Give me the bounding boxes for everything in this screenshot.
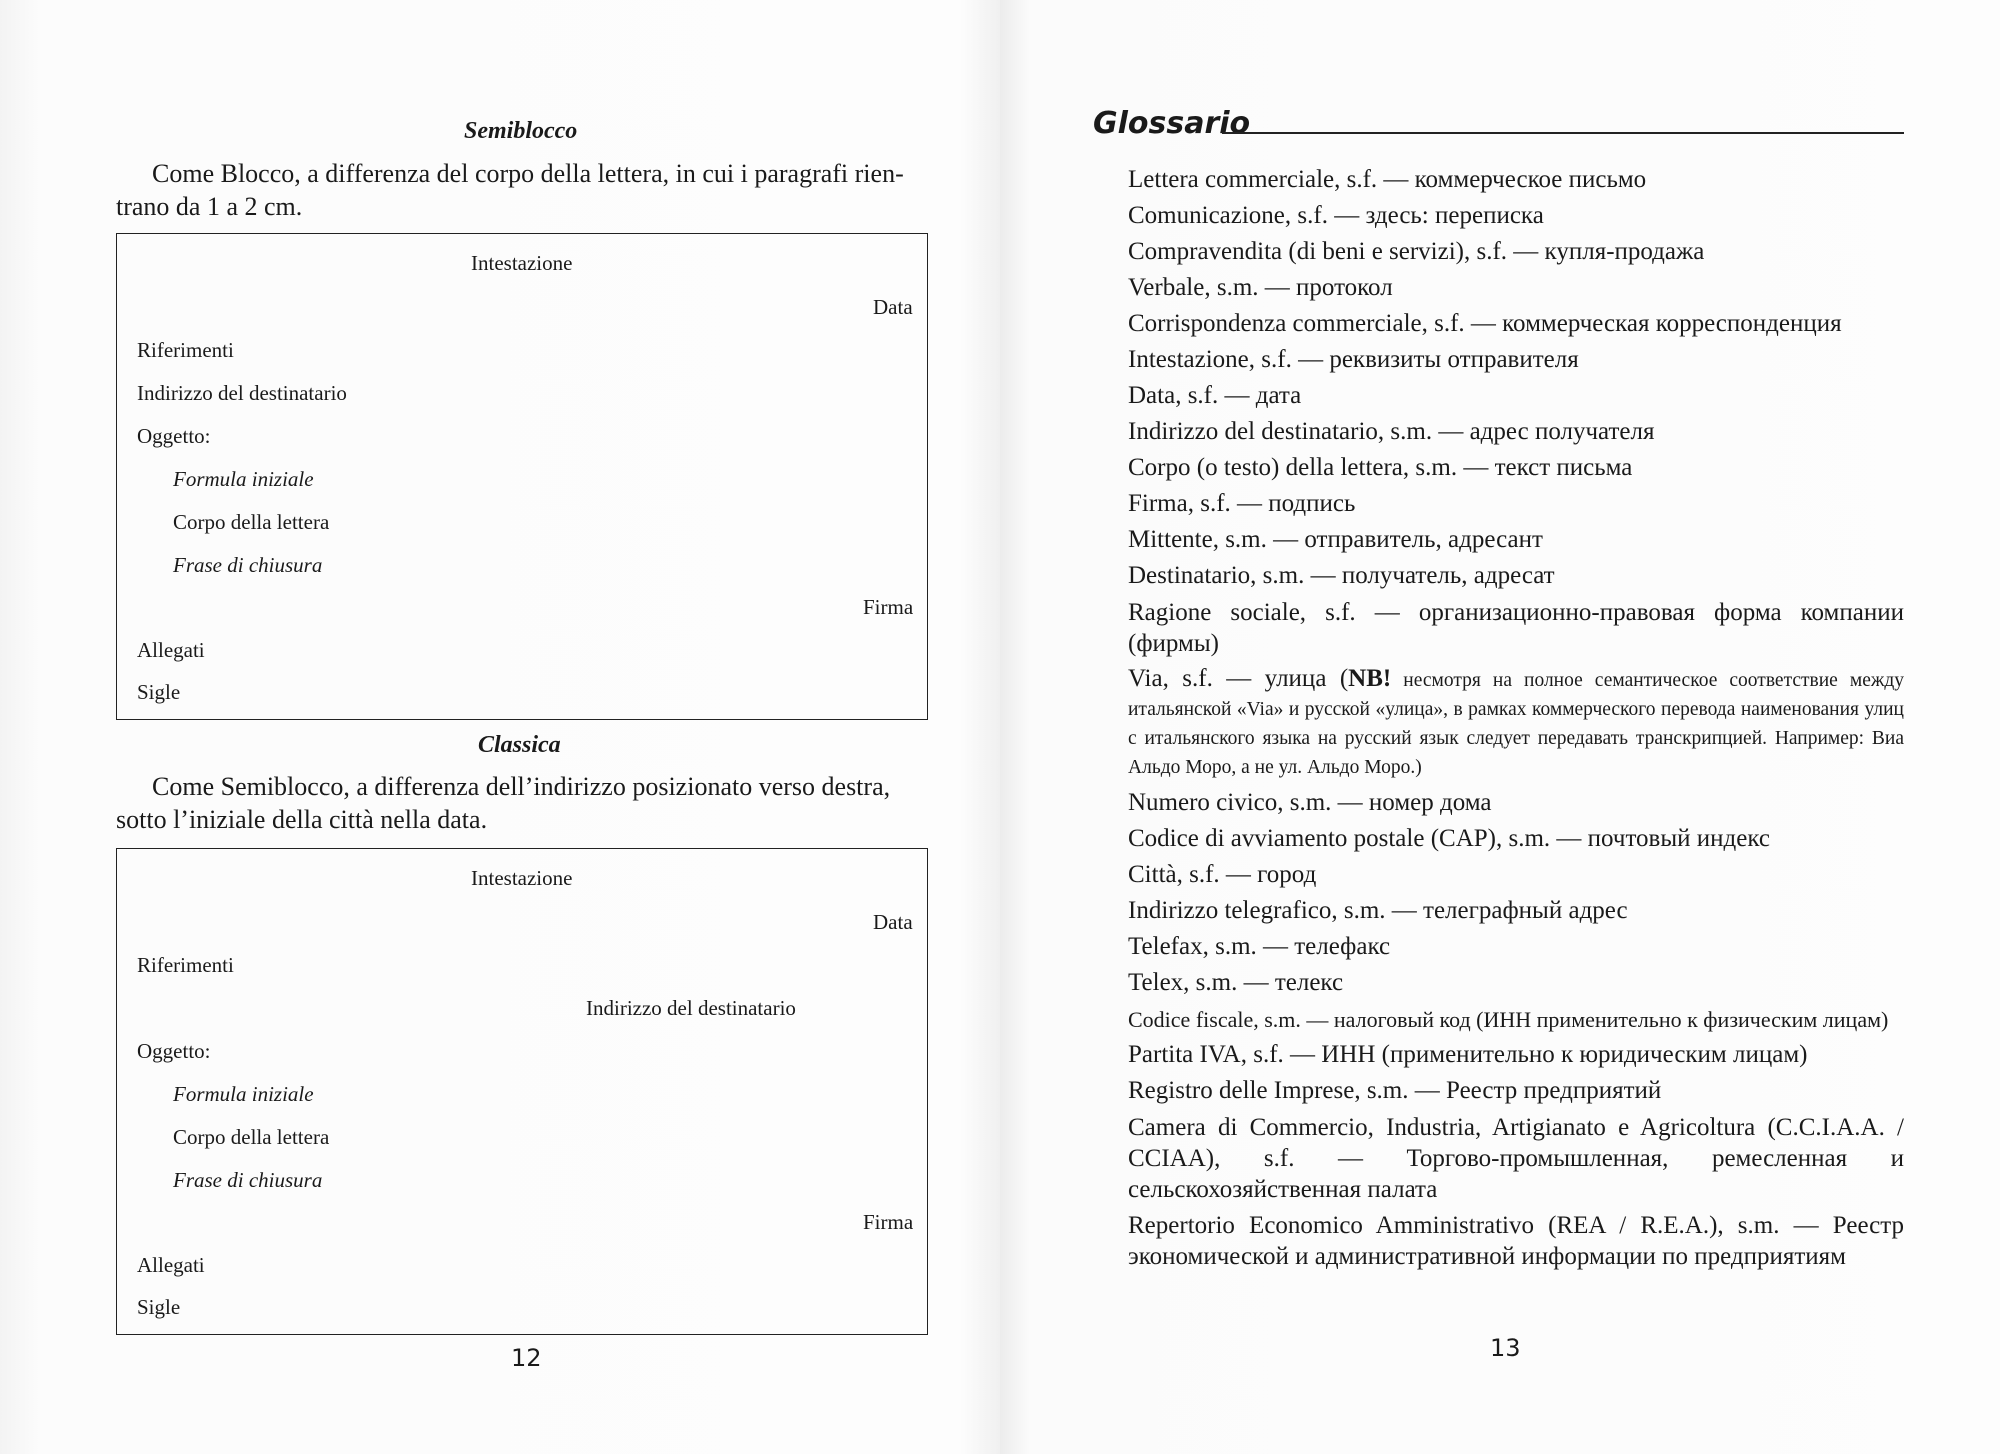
classica-paragraph-line2: sotto l’iniziale della città nella data. [116,805,488,834]
glossary-entry: Intestazione, s.f. — реквизиты отправителя [1128,346,1579,373]
box-frase-chiusura: Frase di chiusura [173,1168,323,1192]
glossary-entry: Indirizzo del destinatario, s.m. — адрес получателя [1128,418,1655,445]
box-data: Data [873,295,913,319]
box-firma: Firma [863,595,914,619]
glossary-title: Glossario [1093,106,1251,141]
box-indirizzo-destinatario: Indirizzo del destinatario [586,996,796,1020]
glossary-entry: Data, s.f. — дата [1128,382,1302,409]
semiblocco-paragraph-line2: trano da 1 a 2 cm. [116,192,303,221]
box-oggetto: Oggetto: [137,1039,211,1063]
box-corpo-lettera: Corpo della lettera [173,510,330,534]
glossary-entry: Telex, s.m. — телекс [1128,969,1344,996]
glossary-entry: Comunicazione, s.f. — здесь: переписка [1128,202,1544,229]
semiblocco-paragraph-line1: Come Blocco, a differenza del corpo della lettera, in cui i paragrafi rien- [152,159,904,188]
box-oggetto: Oggetto: [137,424,211,448]
semiblocco-layout-box [116,233,928,720]
classica-layout-box [116,848,928,1335]
glossary-entry: Compravendita (di beni e servizi), s.f. — купля-продажа [1128,238,1705,265]
classica-paragraph-line1: Come Semiblocco, a differenza dell’indirizzo posizionato verso destra, [152,772,891,801]
glossary-entry: Repertorio Economico Amministrativo (REA / R.E.A.), s.m. — Реестр экономической и административной информации по предприятиям [1128,1212,1904,1270]
box-riferimenti: Riferimenti [137,338,234,362]
box-firma: Firma [863,1210,914,1234]
glossary-entry: Firma, s.f. — подпись [1128,490,1356,517]
glossary-entry: Verbale, s.m. — протокол [1128,274,1393,301]
page-number-left: 12 [511,1344,542,1372]
glossary-entry: Lettera commerciale, s.f. — коммерческое письмо [1128,166,1647,193]
glossary-entry: Camera di Commercio, Industria, Artigianato e Agricoltura (C.C.I.A.A. / CCIAA), s.f. — Торгово-промышленная, ремесленная и сельскохозяйственная палата [1128,1114,1904,1203]
via-entry-note: несмотря на полное семантическое соответствие между итальянской «Via» и русской «улица», в рамках коммерческого перевода наименования улиц с итальянского языка на русский язык следует передавать транскрипцией. Например: Виа Альдо Моро, а не ул. Альдо Моро.) [1128,670,1904,778]
glossary-list [1128,162,1904,1274]
codice-fiscale-note: налоговый код (ИНН применительно к физическим лицам) [1333,1007,1889,1032]
box-data: Data [873,910,913,934]
glossary-entry: Registro delle Imprese, s.m. — Реестр предприятий [1128,1077,1662,1104]
box-formula-iniziale: Formula iniziale [173,467,314,491]
section-heading-semiblocco: Semiblocco [464,118,578,144]
glossary-entry: Corrispondenza commerciale, s.f. — коммерческая корреспонденция [1128,310,1842,337]
codice-fiscale-lead: Codice fiscale, s.m. — [1128,1007,1334,1032]
box-sigle: Sigle [137,1295,181,1319]
box-frase-chiusura: Frase di chiusura [173,553,323,577]
glossary-entry: Ragione sociale, s.f. — организационно-правовая форма компании (фирмы) [1128,599,1904,657]
box-riferimenti: Riferimenti [137,953,234,977]
box-formula-iniziale: Formula iniziale [173,1082,314,1106]
box-sigle: Sigle [137,680,181,704]
box-allegati: Allegati [137,1253,205,1277]
box-intestazione: Intestazione [471,866,573,890]
glossary-entry: Destinatario, s.m. — получатель, адресат [1128,562,1555,589]
glossary-entry: Codice di avviamento postale (CAP), s.m. — почтовый индекс [1128,825,1770,852]
glossary-entry-codice-fiscale [1128,1001,1904,1037]
glossary-entry: Telefax, s.m. — телефакс [1128,933,1391,960]
box-corpo-lettera: Corpo della lettera [173,1125,330,1149]
box-allegati: Allegati [137,638,205,662]
box-intestazione: Intestazione [471,251,573,275]
section-heading-classica: Classica [478,732,561,758]
glossary-entry: Numero civico, s.m. — номер дома [1128,789,1492,816]
via-entry-lead: Via, s.f. — улица ( [1128,665,1349,692]
glossary-title-rule [1222,132,1904,134]
glossary-entry: Città, s.f. — город [1128,861,1317,888]
glossary-entry-via [1128,661,1904,785]
glossary-entry: Partita IVA, s.f. — ИНН (применительно к юридическим лицам) [1128,1041,1808,1068]
nb-marker: NB! [1348,665,1392,692]
glossary-entry: Indirizzo telegrafico, s.m. — телеграфный адрес [1128,897,1628,924]
glossary-entry: Mittente, s.m. — отправитель, адресант [1128,526,1543,553]
page-number-right: 13 [1490,1334,1521,1362]
box-indirizzo-destinatario: Indirizzo del destinatario [137,381,347,405]
glossary-entry: Corpo (o testo) della lettera, s.m. — текст письма [1128,454,1633,481]
